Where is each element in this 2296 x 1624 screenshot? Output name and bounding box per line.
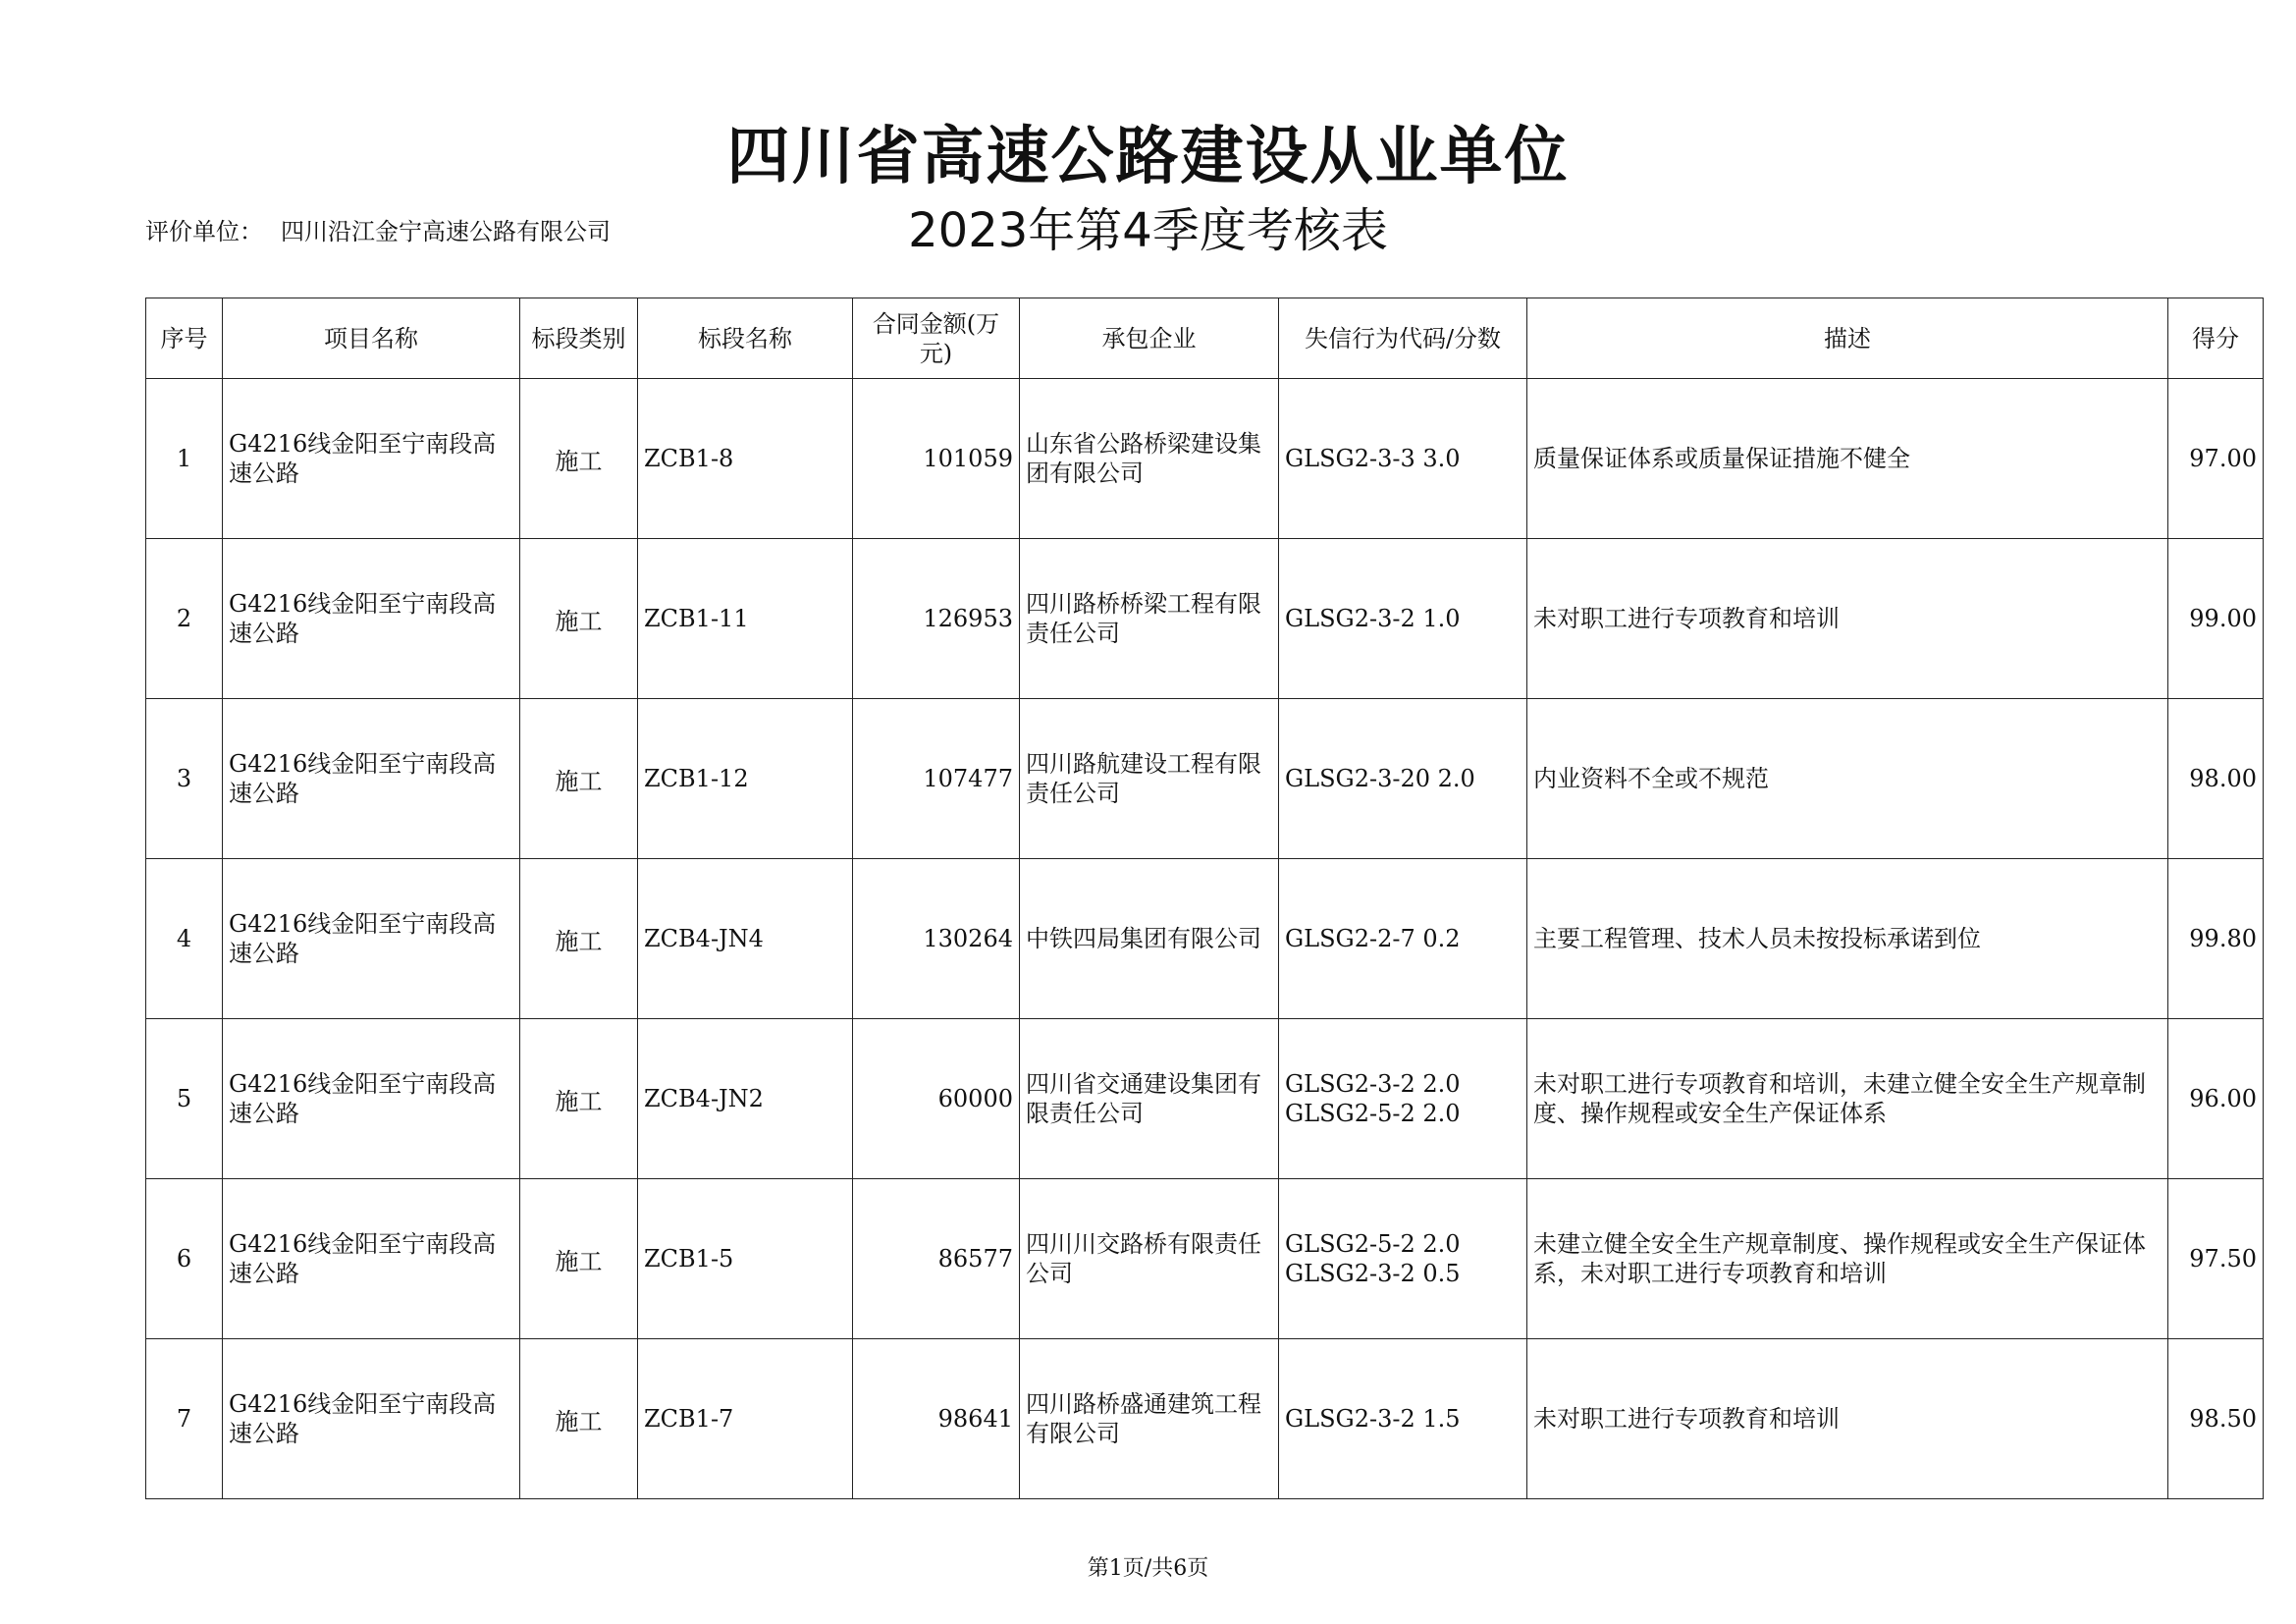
cell-score: 96.00 [2168,1019,2264,1179]
table-row [146,699,2264,859]
cell-amount: 107477 [853,699,1020,859]
code-score-line: GLSG2-3-20 2.0 [1285,765,1475,792]
code-score-line: GLSG2-3-2 1.5 [1285,1405,1461,1433]
cell-code-score [1279,859,1527,1019]
cell-description: 未对职工进行专项教育和培训 [1527,539,2168,699]
table-row [146,1019,2264,1179]
cell-seq: 6 [146,1179,223,1339]
cell-score: 98.00 [2168,699,2264,859]
cell-amount: 126953 [853,539,1020,699]
table-row [146,1339,2264,1499]
cell-project: G4216线金阳至宁南段高速公路 [223,539,520,699]
code-score-line: GLSG2-2-7 0.2 [1285,925,1461,952]
code-score-line: GLSG2-3-2 0.5 [1285,1260,1461,1287]
cell-amount: 98641 [853,1339,1020,1499]
cell-contractor: 四川川交路桥有限责任公司 [1020,1179,1279,1339]
cell-contractor: 四川省交通建设集团有限责任公司 [1020,1019,1279,1179]
cell-section-type: 施工 [520,1019,638,1179]
cell-section-type: 施工 [520,859,638,1019]
header-description: 描述 [1527,298,2168,379]
header-seq: 序号 [146,298,223,379]
cell-project: G4216线金阳至宁南段高速公路 [223,699,520,859]
table-header-row [146,298,2264,379]
cell-contractor: 中铁四局集团有限公司 [1020,859,1279,1019]
cell-code-score [1279,539,1527,699]
cell-amount: 130264 [853,859,1020,1019]
cell-section-type: 施工 [520,379,638,539]
cell-description: 质量保证体系或质量保证措施不健全 [1527,379,2168,539]
table-row [146,539,2264,699]
cell-section-name: ZCB1-12 [638,699,853,859]
cell-seq: 1 [146,379,223,539]
cell-seq: 3 [146,699,223,859]
cell-seq: 7 [146,1339,223,1499]
cell-amount: 60000 [853,1019,1020,1179]
cell-project: G4216线金阳至宁南段高速公路 [223,859,520,1019]
cell-code-score [1279,1019,1527,1179]
evaluator-label: 评价单位： [145,218,263,245]
cell-description: 主要工程管理、技术人员未按投标承诺到位 [1527,859,2168,1019]
cell-code-score [1279,699,1527,859]
cell-section-type: 施工 [520,699,638,859]
cell-project: G4216线金阳至宁南段高速公路 [223,1019,520,1179]
cell-contractor: 四川路桥盛通建筑工程有限公司 [1020,1339,1279,1499]
header-section-type: 标段类别 [520,298,638,379]
page-footer: 第1页/共6页 [1087,1556,1209,1581]
cell-contractor: 山东省公路桥梁建设集团有限公司 [1020,379,1279,539]
cell-score: 98.50 [2168,1339,2264,1499]
table-row [146,1179,2264,1339]
cell-seq: 4 [146,859,223,1019]
cell-section-name: ZCB1-5 [638,1179,853,1339]
cell-score: 99.80 [2168,859,2264,1019]
header-project: 项目名称 [223,298,520,379]
cell-contractor: 四川路桥桥梁工程有限责任公司 [1020,539,1279,699]
header-contractor: 承包企业 [1020,298,1279,379]
cell-description: 未建立健全安全生产规章制度、操作规程或安全生产保证体系，未对职工进行专项教育和培训 [1527,1179,2168,1339]
cell-section-name: ZCB4-JN2 [638,1019,853,1179]
code-score-line: GLSG2-5-2 2.0 [1285,1230,1461,1258]
cell-score: 99.00 [2168,539,2264,699]
cell-description: 未对职工进行专项教育和培训 [1527,1339,2168,1499]
header-amount: 合同金额(万元) [853,298,1020,379]
cell-project: G4216线金阳至宁南段高速公路 [223,1179,520,1339]
cell-code-score [1279,1179,1527,1339]
cell-section-name: ZCB1-7 [638,1339,853,1499]
page-subtitle: 2023年第4季度考核表 [908,203,1388,258]
page-title: 四川省高速公路建设从业单位 [726,121,1570,193]
code-score-line: GLSG2-5-2 2.0 [1285,1100,1461,1127]
cell-code-score [1279,1339,1527,1499]
code-score-line: GLSG2-3-3 3.0 [1285,445,1461,472]
table-row [146,379,2264,539]
cell-section-type: 施工 [520,1339,638,1499]
cell-score: 97.50 [2168,1179,2264,1339]
cell-description: 未对职工进行专项教育和培训，未建立健全安全生产规章制度、操作规程或安全生产保证体系 [1527,1019,2168,1179]
assessment-table [145,298,2264,1499]
cell-amount: 101059 [853,379,1020,539]
header-section-name: 标段名称 [638,298,853,379]
cell-section-type: 施工 [520,539,638,699]
cell-project: G4216线金阳至宁南段高速公路 [223,1339,520,1499]
cell-project: G4216线金阳至宁南段高速公路 [223,379,520,539]
evaluator-name: 四川沿江金宁高速公路有限公司 [281,218,611,245]
cell-section-name: ZCB1-8 [638,379,853,539]
cell-amount: 86577 [853,1179,1020,1339]
header-score: 得分 [2168,298,2264,379]
cell-section-name: ZCB1-11 [638,539,853,699]
cell-description: 内业资料不全或不规范 [1527,699,2168,859]
cell-section-type: 施工 [520,1179,638,1339]
header-code-score: 失信行为代码/分数 [1279,298,1527,379]
cell-code-score [1279,379,1527,539]
cell-contractor: 四川路航建设工程有限责任公司 [1020,699,1279,859]
cell-seq: 5 [146,1019,223,1179]
cell-score: 97.00 [2168,379,2264,539]
cell-seq: 2 [146,539,223,699]
table-row [146,859,2264,1019]
code-score-line: GLSG2-3-2 1.0 [1285,605,1461,632]
cell-section-name: ZCB4-JN4 [638,859,853,1019]
code-score-line: GLSG2-3-2 2.0 [1285,1070,1461,1098]
